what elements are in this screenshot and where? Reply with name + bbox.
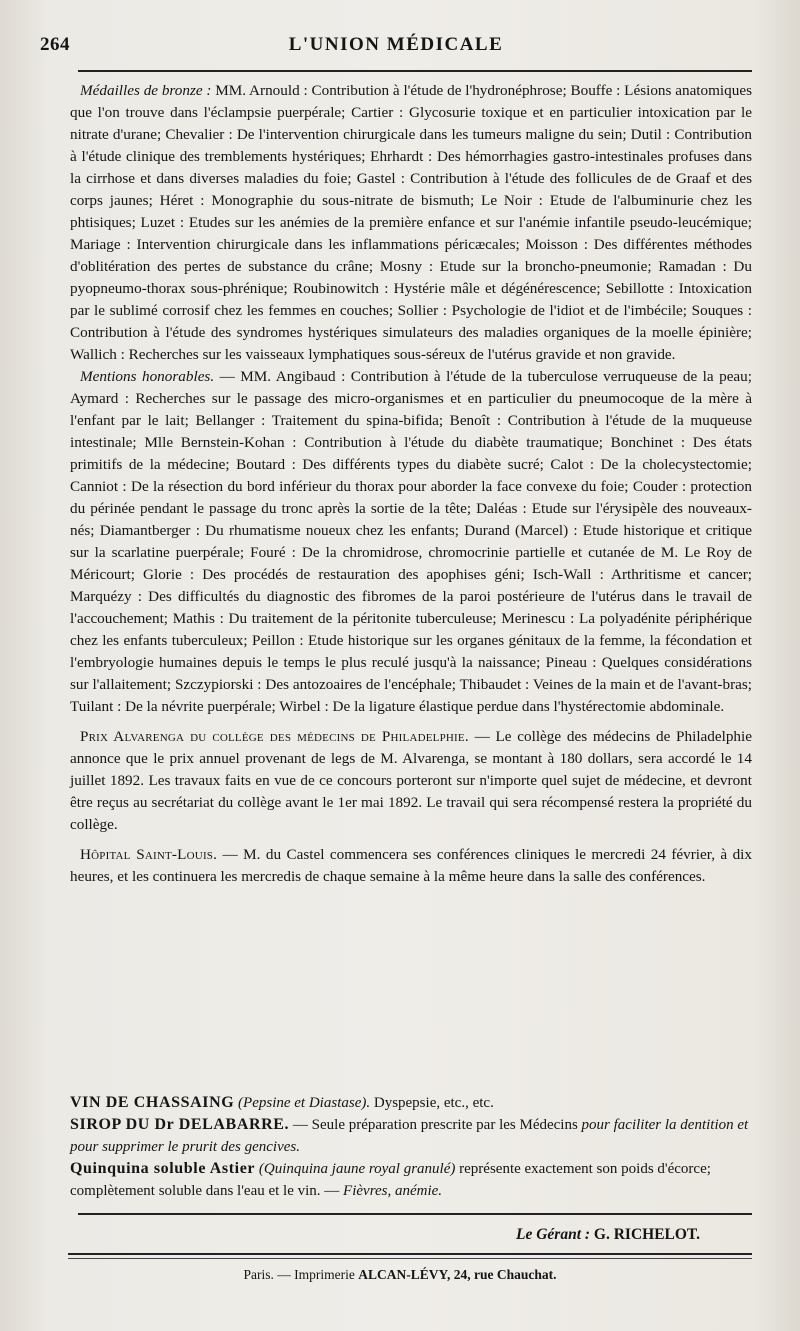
footer-rule [78, 1213, 752, 1215]
mentions-heading: Mentions honorables. [80, 368, 215, 385]
prix-heading: Prix Alvarenga du collège des médecins de Philadelphie. [80, 728, 469, 745]
ad-sirop-delabarre [70, 1114, 752, 1158]
imprint-address: ALCAN-LÉVY, 24, rue Chauchat. [358, 1267, 557, 1282]
sirop-name: SIROP DU Dr DELABARRE. [70, 1116, 290, 1133]
gerant-name: G. RICHELOT. [590, 1226, 700, 1243]
article-body [70, 80, 752, 888]
sirop-text: — Seule préparation prescrite par les Médecins [289, 1117, 582, 1133]
paragraph-hopital [70, 844, 752, 888]
gerant-label: Le Gérant : [516, 1226, 591, 1243]
advertisements [70, 1092, 752, 1202]
page-number: 264 [40, 34, 70, 55]
running-title: L'UNION MÉDICALE [288, 34, 504, 55]
ad-quinquina-astier [70, 1158, 752, 1202]
ad-vin-chassaing [70, 1092, 752, 1114]
medailles-heading: Médailles de bronze : [80, 82, 212, 99]
prix-text: — Le collège des médecins de Philadelphie annonce que le prix annuel provenant de legs de M. Alvarenga, se montant à 180 dollars, sera accordé le 14 juillet 1892. Les travaux faits en vue de ce concours porteront sur n'importe quel sujet de médecine, et devront être reçus au secrétariat du collège avant le 1er mai 1892. Le travail qui sera récompensé restera la propriété du collège. [70, 728, 752, 833]
quinquina-name: Quinquina soluble Astier [70, 1160, 256, 1177]
mentions-text: — MM. Angibaud : Contribution à l'étude de la tuberculose verruqueuse de la peau; Aymard : Recherches sur le passage des micro-organismes et en particulier du pneumocoque de la mère à l'enfant par le lait; Bellanger : Traitement du spina-bifida; Benoît : Contribution à l'étude de la muqueuse intestinale; Mlle Bernstein-Kohan : Contribution à l'étude du diabète traumatique; Bonchinet : Des états primitifs de la médecine; Boutard : Des différents types du diabète sucré; Calot : De la cholecystectomie; Canniot : De la résection du bord inférieur du thorax pour aborder la face convexe du foie; Couder : protection du périnée pendant le passage du tronc après la sortie de la tête; Daléas : Etude sur l'érysipèle des nouveaux-nés; Diamantberger : Du rhumatisme noueux chez les enfants; Durand (Marcel) : Etude historique et critique sur la scarlatine puerpérale; Fouré : De la chromidrose, chromocrinie partielle et cutanée de M. Le Roy de Méricourt; Glorie : Des procédés de restauration des apophises géni; Isch-Wall : Arthritisme et cancer; Marquézy : Des difficultés du diagnostic des fibromes de la paroi postérieure de l'utérus dans le travail de l'accouchement; Mathis : Du traitement de la péritonite tuberculeuse; Merinescu : La polyadénite périphérique chez les enfants tuberculeux; Peillon : Etude historique sur les organes génitaux de la femme, la fécondation et l'embryologie humaines depuis le temps le plus reculé jusqu'à la naissance; Pineau : Quelques considérations sur l'allaitement; Szczypiorski : Des antozoaires de l'encéphale; Thibaudet : Veines de la main et de l'avant-bras; Tuilant : De la névrite puerpérale; Wirbel : De la ligature élastique perdue dans l'hystérectomie abdominale. [70, 368, 752, 715]
printer-imprint [0, 1267, 800, 1283]
paragraph-prix [70, 726, 752, 836]
vin-detail: (Pepsine et Diastase). [234, 1095, 371, 1111]
vin-use: Dyspepsie, etc., etc. [370, 1095, 494, 1111]
hopital-heading: Hôpital Saint-Louis. [80, 846, 218, 863]
sirop-italic: pour faciliter la dentition et pour supprimer le prurit des gencives. [70, 1117, 749, 1155]
paragraph-mentions [70, 366, 752, 718]
quinquina-detail: (Quinquina jaune royal granulé) [255, 1161, 456, 1177]
quinquina-italic: Fièvres, anémie. [343, 1183, 443, 1199]
footer-double-rule-bottom [68, 1258, 752, 1259]
page-header [40, 34, 752, 60]
quinquina-text: représente exactement son poids d'écorce; complètement soluble dans l'eau et le vin. — [70, 1161, 711, 1199]
hopital-text: — M. du Castel commencera ses conférences cliniques le mercredi 24 février, à dix heures, et les continuera les mercredis de chaque semaine à la même heure dans la salle des conférences. [70, 846, 752, 885]
medailles-text: MM. Arnould : Contribution à l'étude de l'hydronéphrose; Bouffe : Lésions anatomiques que l'on trouve dans l'éclampsie puerpérale; Cartier : Glycosurie toxique et en particulier intoxication par le nitrate d'urane; Chevalier : De l'intervention chirurgicale dans les tumeurs maligne du sein; Dutil : Contribution à l'étude clinique des tremblements hystériques; Ehrhardt : Des hémorrhagies gastro-intestinales profuses dans la cirrhose et dans diverses maladies du foie; Gastel : Contribution à l'étude des follicules de de Graaf et des corps jaunes; Héret : Monographie du sous-nitrate de bismuth; Le Noir : Etude de l'albuminurie chez les phtisiques; Luzet : Etudes sur les anémies de la première enfance et sur l'anémie infantile pseudo-leucémique; Mariage : Intervention chirurgicale dans les inflammations péricæcales; Moisson : Des différentes méthodes d'oblitération des pertes de substance du crâne; Mosny : Etude sur la broncho-pneumonie; Ramadan : Du pyopneumo-thorax sous-phrénique; Roubinowitch : Hystérie mâle et dégénérescence; Sebillotte : Intoxication par le sublimé corrosif chez les femmes en couches; Sollier : Psychologie de l'idiot et de l'imbécile; Souques : Contribution à l'étude des syndromes hystériques simulateurs des maladies organiques de la moelle épinière; Wallich : Recherches sur les vaisseaux lymphatiques sous-séreux de l'utérus gravide et non gravide. [70, 82, 752, 363]
header-rule [78, 70, 752, 72]
footer-double-rule-top [68, 1253, 752, 1255]
paragraph-medailles [70, 80, 752, 366]
gerant-signature [516, 1226, 700, 1244]
vin-name: VIN DE CHASSAING [70, 1094, 235, 1111]
imprint-city: Paris. — Imprimerie [243, 1267, 359, 1282]
